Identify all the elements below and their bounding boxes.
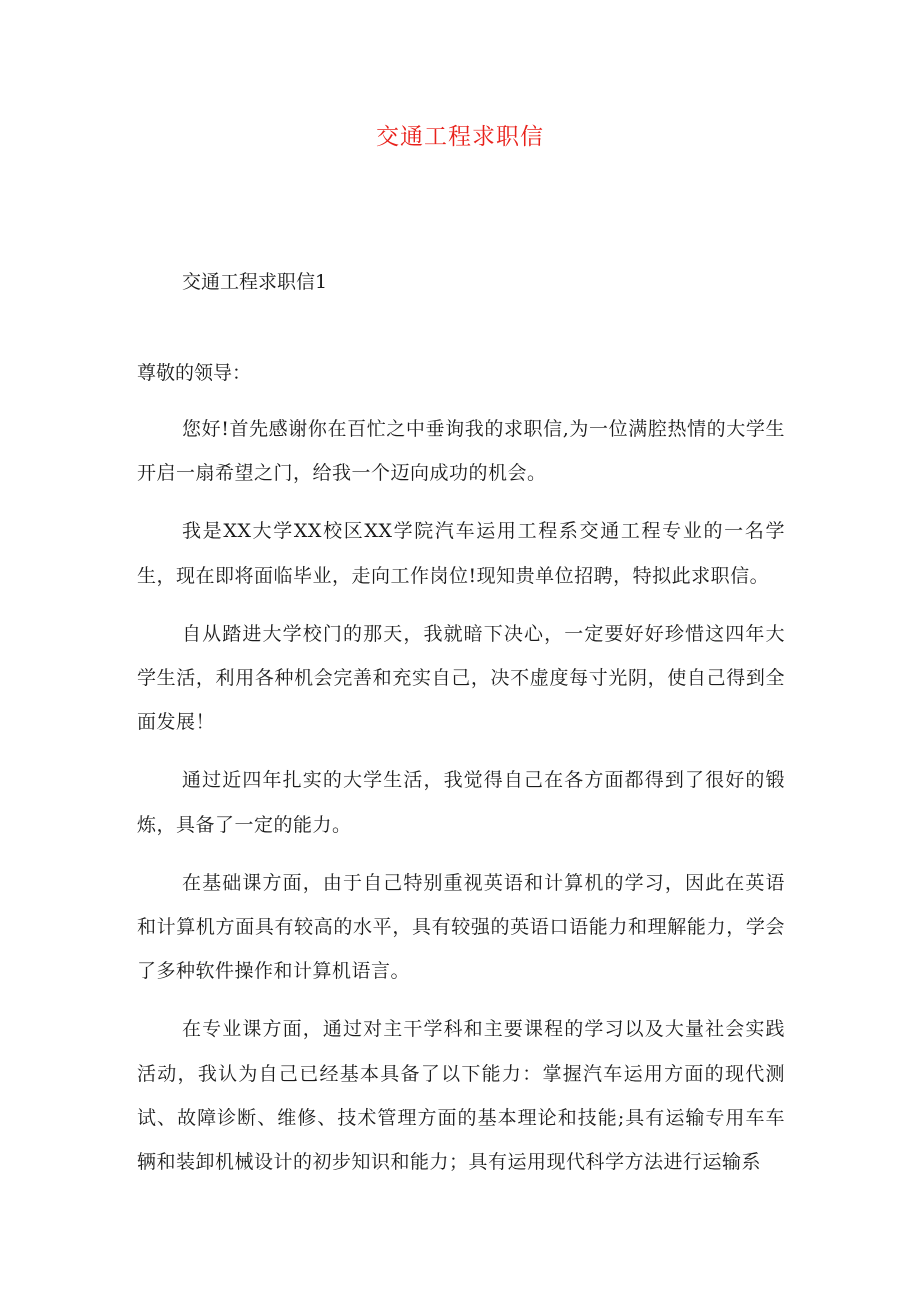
paragraph-basic-courses: 在基础课方面，由于自己特别重视英语和计算机的学习，因此在英语和计算机方面具有较高的水平，具有较强的英语口语能力和理解能力，学会了多种软件操作和计算机语言。 (137, 871, 785, 983)
document-title: 交通工程求职信 (376, 124, 544, 150)
paragraph-introduction: 我是XX大学XX校区XX学院汽车运用工程系交通工程专业的一名学生，现在即将面临毕业，走向工作岗位!现知贵单位招聘，特拟此求职信。 (137, 520, 785, 587)
letter-body (137, 407, 785, 1198)
paragraph-greeting: 您好!首先感谢你在百忙之中垂询我的求职信,为一位满腔热情的大学生开启一扇希望之门，给我一个迈向成功的机会。 (137, 418, 785, 485)
paragraph-major-courses: 在专业课方面，通过对主干学科和主要课程的学习以及大量社会实践活动，我认为自己已经基本具备了以下能力：掌握汽车运用方面的现代测试、故障诊断、维修、技术管理方面的基本理论和技能;具有运输专用车车辆和装卸机械设计的初步知识和能力；具有运用现代科学方法进行运输系 (137, 1018, 785, 1174)
paragraph-university-life: 自从踏进大学校门的那天，我就暗下决心，一定要好好珍惜这四年大学生活，利用各种机会完善和充实自己，决不虚度每寸光阴，使自己得到全面发展！ (137, 622, 785, 734)
salutation: 尊敬的领导： (137, 362, 252, 384)
document-subtitle: 交通工程求职信1 (182, 271, 328, 293)
paragraph-ability: 通过近四年扎实的大学生活，我觉得自己在各方面都得到了很好的锻炼，具备了一定的能力。 (137, 769, 785, 836)
